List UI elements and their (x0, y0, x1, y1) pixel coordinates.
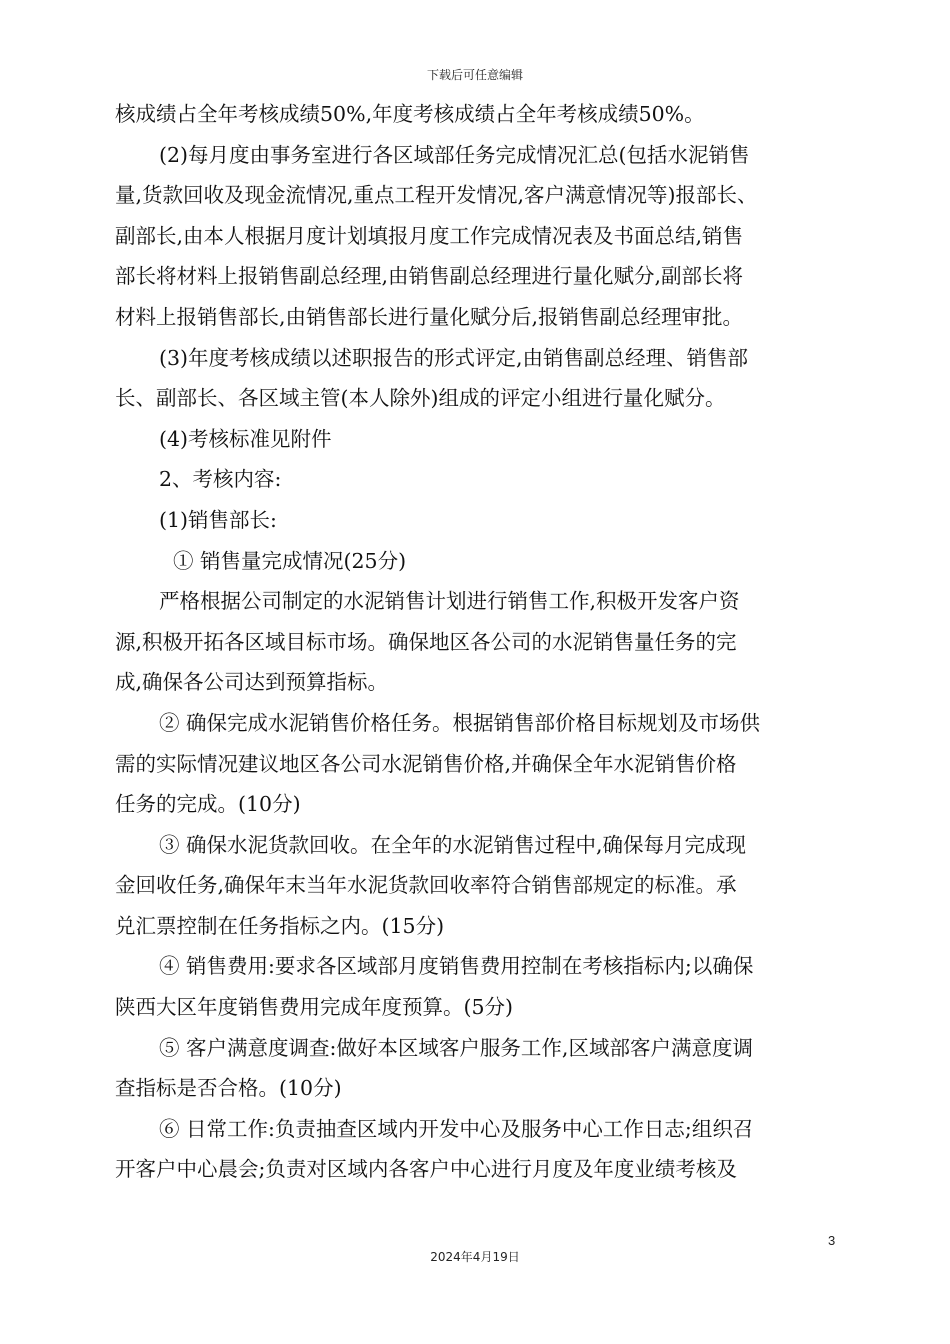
text-line: 需的实际情况建议地区各公司水泥销售价格,并确保全年水泥销售价格 (115, 751, 737, 776)
page-number: 3 (828, 1233, 836, 1248)
text-line: 2、考核内容: (159, 467, 282, 492)
text-line: 部长将材料上报销售副总经理,由销售副总经理进行量化赋分,副部长将 (115, 264, 744, 289)
page-footer-date: 2024年4月19日 (430, 1250, 520, 1264)
text-line: 开客户中心晨会;负责对区域内各客户中心进行月度及年度业绩考核及 (115, 1157, 737, 1182)
text-line: ① 销售量完成情况(25分) (173, 548, 407, 573)
text-line: 材料上报销售部长,由销售部长进行量化赋分后,报销售副总经理审批。 (115, 304, 744, 329)
text-line: 长、副部长、各区域主管(本人除外)组成的评定小组进行量化赋分。 (115, 386, 726, 411)
text-line: 副部长,由本人根据月度计划填报月度工作完成情况表及书面总结,销售 (115, 223, 744, 248)
text-line: (2)每月度由事务室进行各区域部任务完成情况汇总(包括水泥销售 (159, 142, 750, 167)
text-line: (3)年度考核成绩以述职报告的形式评定,由销售副总经理、销售部 (159, 345, 749, 370)
page-header: 下载后可任意编辑 (426, 68, 523, 82)
text-line: 陕西大区年度销售费用完成年度预算。(5分) (115, 995, 514, 1020)
text-line: ③ 确保水泥货款回收。在全年的水泥销售过程中,确保每月完成现 (159, 832, 747, 857)
text-line: ⑤ 客户满意度调查:做好本区域客户服务工作,区域部客户满意度调 (159, 1035, 753, 1060)
text-line: 成,确保各公司达到预算指标。 (115, 670, 389, 695)
text-line: 任务的完成。(10分) (115, 792, 301, 817)
text-line: ② 确保完成水泥销售价格任务。根据销售部价格目标规划及市场供 (159, 710, 761, 735)
text-line: 查指标是否合格。(10分) (115, 1076, 342, 1101)
text-line: (1)销售部长: (159, 507, 277, 532)
document-body (115, 94, 845, 1190)
text-line: 金回收任务,确保年末当年水泥货款回收率符合销售部规定的标准。承 (115, 873, 737, 898)
text-line: 源,积极开拓各区域目标市场。确保地区各公司的水泥销售量任务的完 (115, 629, 737, 654)
text-line: (4)考核标准见附件 (159, 426, 332, 451)
text-line: ⑥ 日常工作:负责抽查区域内开发中心及服务中心工作日志;组织召 (159, 1116, 754, 1141)
text-line: 严格根据公司制定的水泥销售计划进行销售工作,积极开发客户资 (159, 589, 740, 614)
text-line: ④ 销售费用:要求各区域部月度销售费用控制在考核指标内;以确保 (159, 954, 754, 979)
text-line: 兑汇票控制在任务指标之内。(15分) (115, 913, 445, 938)
text-line: 量,货款回收及现金流情况,重点工程开发情况,客户满意情况等)报部长、 (115, 183, 758, 208)
text-line: 核成绩占全年考核成绩50%,年度考核成绩占全年考核成绩50%。 (115, 102, 705, 126)
